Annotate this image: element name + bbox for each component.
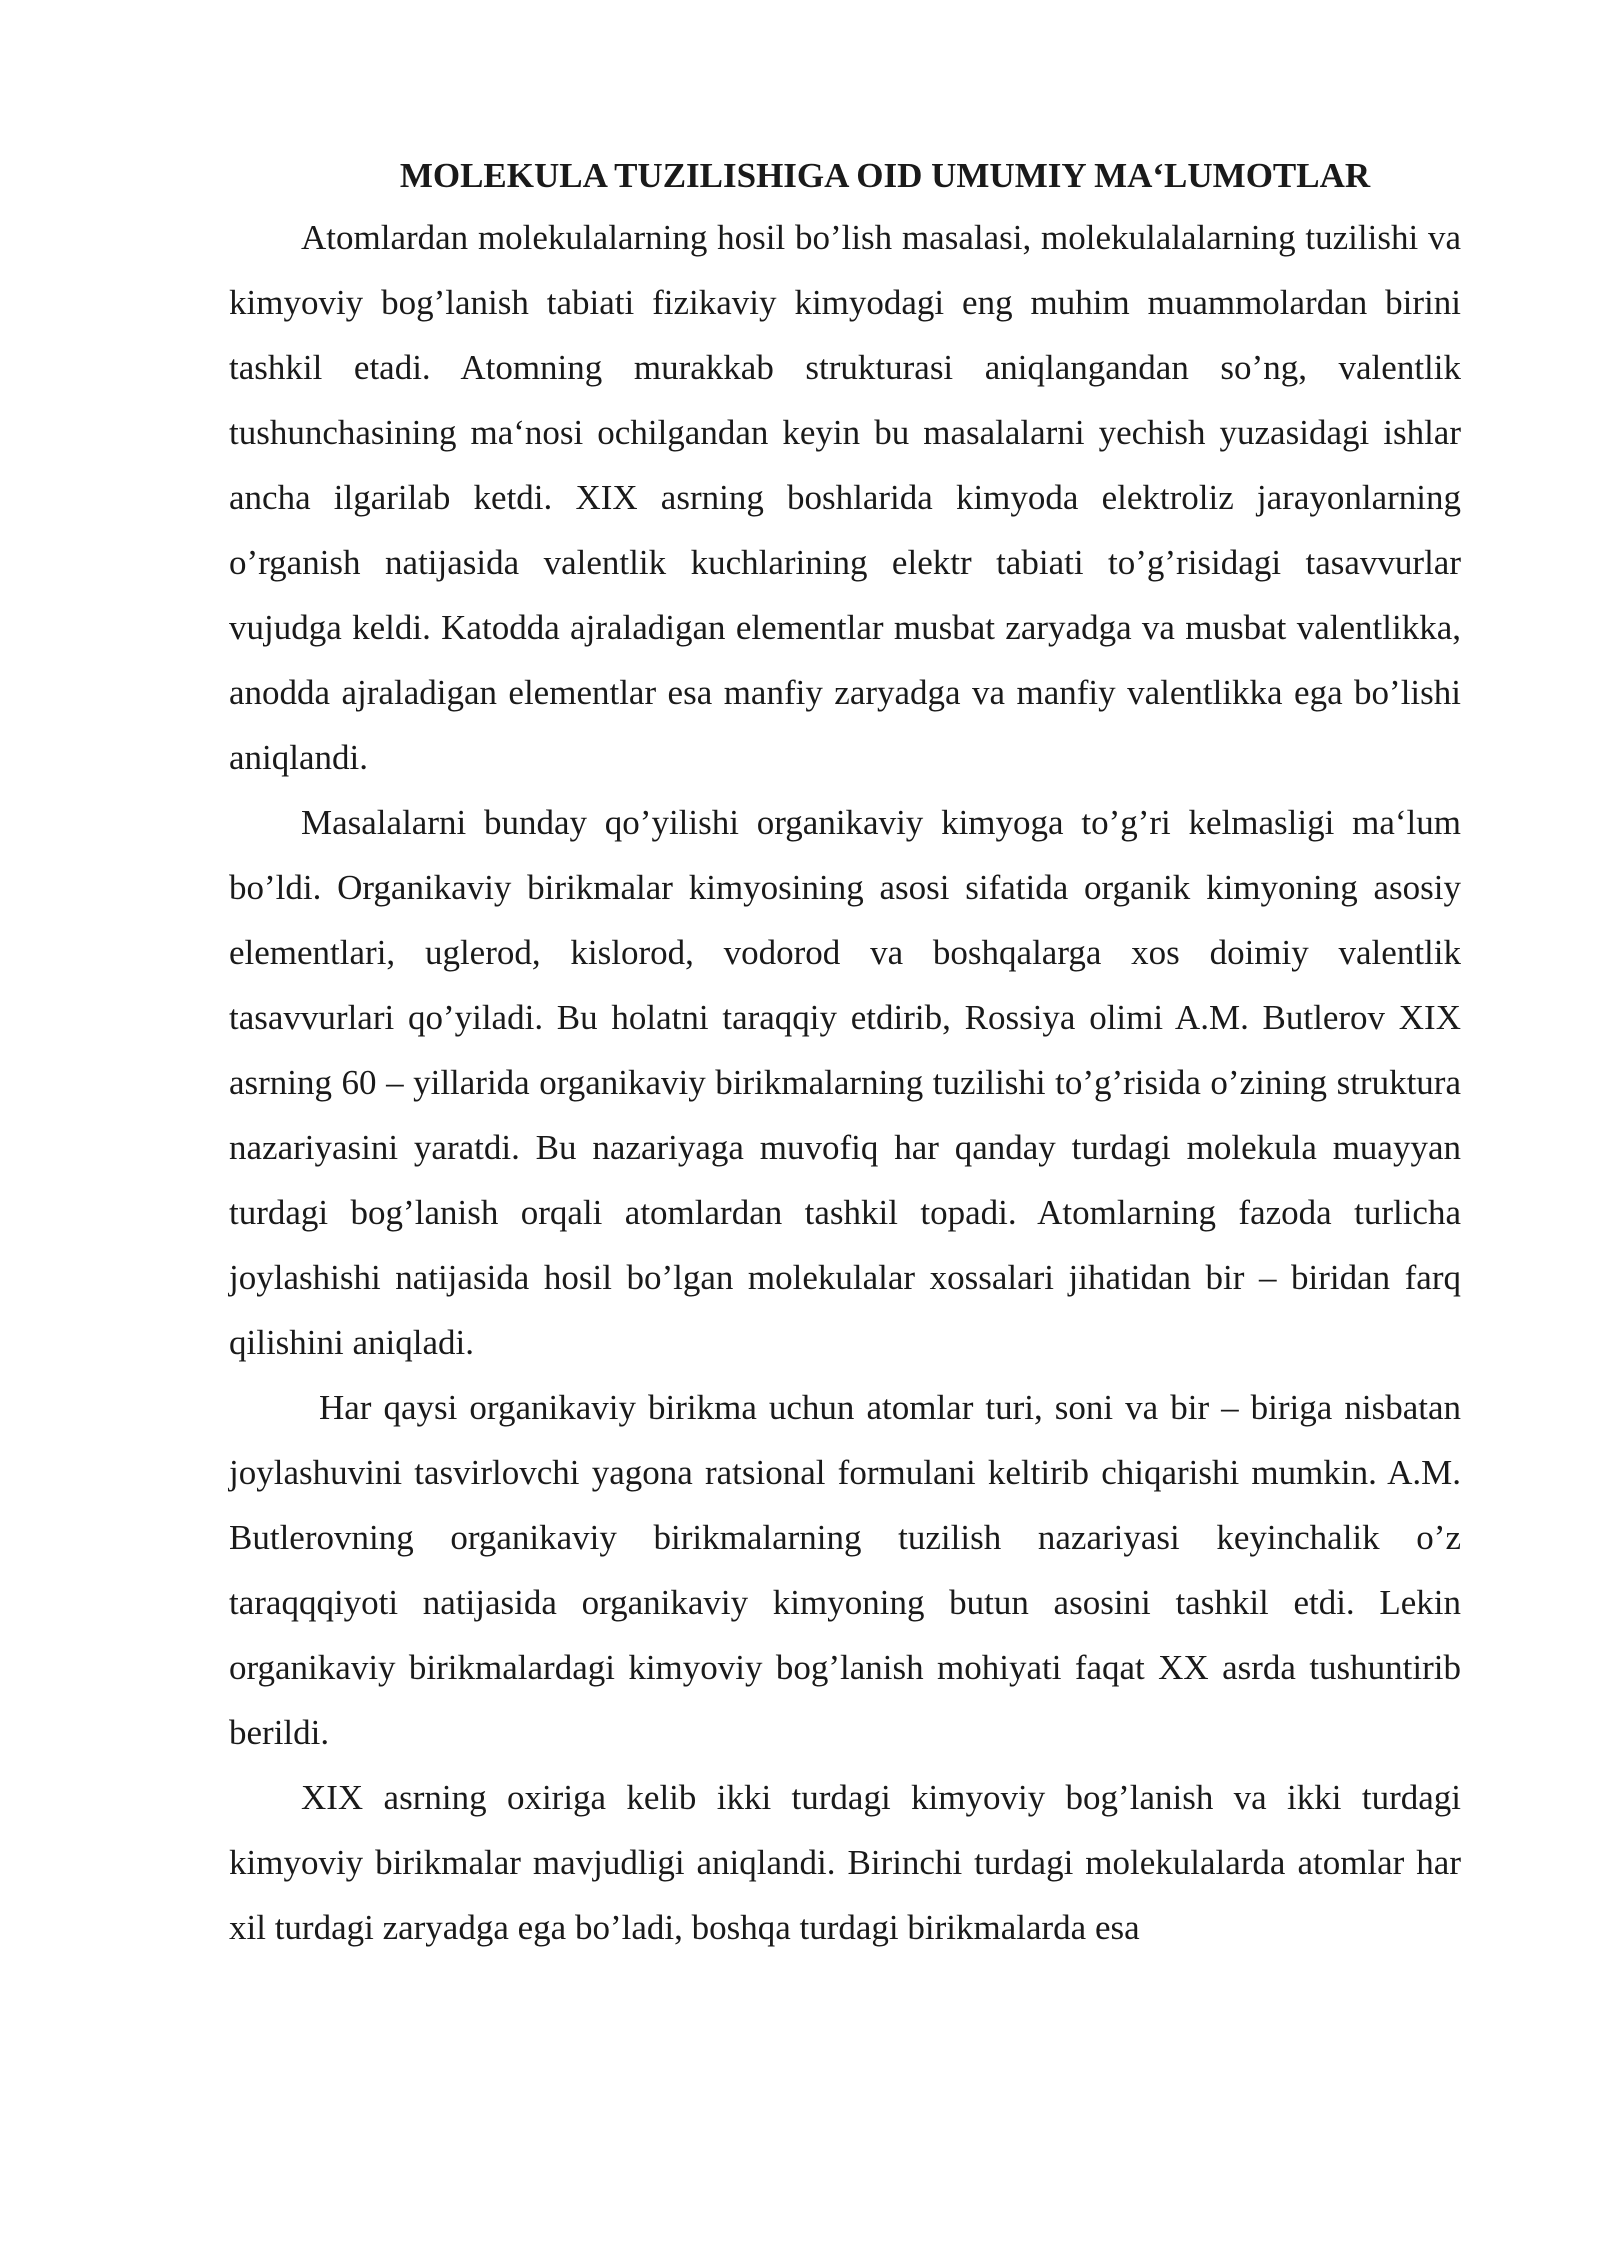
document-body [229,150,1461,1960]
paragraph-4: XIX asrning oxiriga kelib ikki turdagi kimyoviy bog’lanish va ikki turdagi kimyoviy birikmalar mavjudligi aniqlandi. Birinchi turdagi molekulalarda atomlar har xil turdagi zaryadga ega bo’ladi, boshqa turdagi birikmalarda esa [229,1778,1461,1947]
paragraph-2: Masalalarni bunday qo’yilishi organikaviy kimyoga to’g’ri kelmasligi ma‘lum bo’ldi. Organikaviy birikmalar kimyosining asosi sifatida organik kimyoning asosiy elementlari, uglerod, kislorod, vodorod va boshqalarga xos doimiy valentlik tasavvurlari qo’yiladi. Bu holatni taraqqiy etdirib, Rossiya olimi A.M. Butlerov XIX asrning 60 – yillarida organikaviy birikmalarning tuzilishi to’g’risida o’zining struktura nazariyasini yaratdi. Bu nazariyaga muvofiq har qanday turdagi molekula muayyan turdagi bog’lanish orqali atomlardan tashkil topadi. Atomlarning fazoda turlicha joylashishi natijasida hosil bo’lgan molekulalar xossalari jihatidan bir – biridan farq qilishini aniqladi. [229,803,1461,1362]
document-title: MOLEKULA TUZILISHIGA OID UMUMIY MA‘LUMOTLAR [399,156,1371,195]
paragraph-1: Atomlardan molekulalarning hosil bo’lish masalasi, molekulalalarning tuzilishi va kimyoviy bog’lanish tabiati fizikaviy kimyodagi eng muhim muammolardan birini tashkil etadi. Atomning murakkab strukturasi aniqlangandan so’ng, valentlik tushunchasining ma‘nosi ochilgandan keyin bu masalalarni yechish yuzasidagi ishlar ancha ilgarilab ketdi. XIX asrning boshlarida kimyoda elektroliz jarayonlarning o’rganish natijasida valentlik kuchlarining elektr tabiati to’g’risidagi tasavvurlar vujudga keldi. Katodda ajraladigan elementlar musbat zaryadga va musbat valentlikka, anodda ajraladigan elementlar esa manfiy zaryadga va manfiy valentlikka ega bo’lishi aniqlandi. [229,218,1461,777]
paragraph-3: Har qaysi organikaviy birikma uchun atomlar turi, soni va bir – biriga nisbatan joylashuvini tasvirlovchi yagona ratsional formulani keltirib chiqarishi mumkin. A.M. Butlerovning organikaviy birikmalarning tuzilish nazariyasi keyinchalik o’z taraqqqiyoti natijasida organikaviy kimyoning butun asosini tashkil etdi. Lekin organikaviy birikmalardagi kimyoviy bog’lanish mohiyati faqat XX asrda tushuntirib berildi. [229,1388,1461,1752]
